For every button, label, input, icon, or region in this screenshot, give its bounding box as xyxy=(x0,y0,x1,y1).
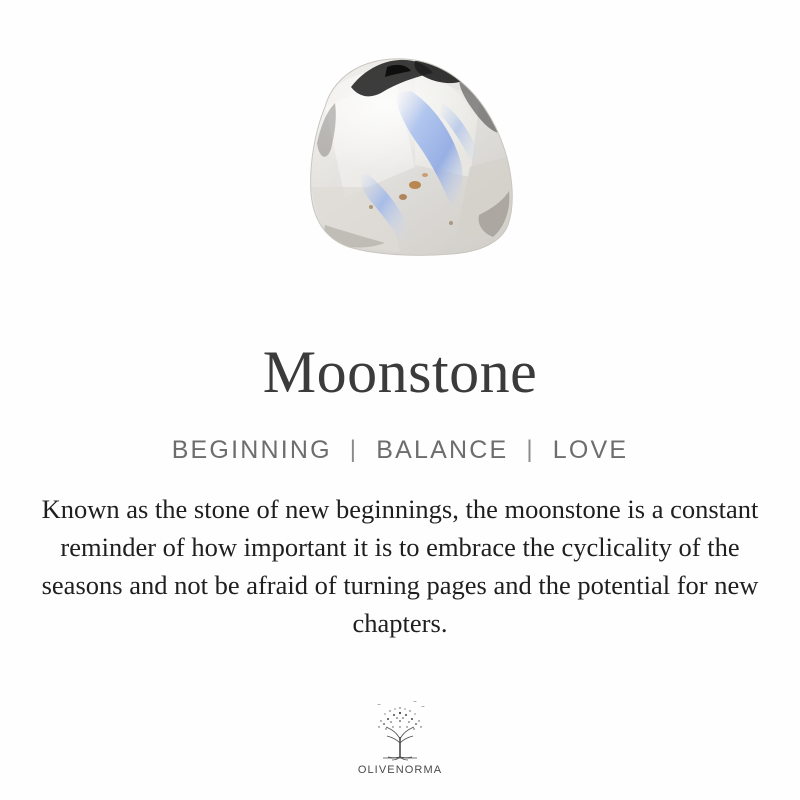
rust-speck-2 xyxy=(399,194,407,200)
keyword-beginning: BEGINNING xyxy=(171,436,332,464)
rust-speck-1 xyxy=(409,181,421,189)
page-title: Moonstone xyxy=(262,339,538,405)
rust-speck-3 xyxy=(422,173,428,177)
keyword-love: LOVE xyxy=(552,436,629,464)
moonstone-rough-specimen-icon xyxy=(265,47,535,272)
brand-logo xyxy=(0,697,800,776)
keyword-row xyxy=(170,436,631,465)
keyword-separator-1: | xyxy=(349,435,359,463)
keyword-balance: BALANCE xyxy=(376,436,509,464)
keyword-separator-2: | xyxy=(526,435,535,463)
description-text: Known as the stone of new beginnings, the moonstone is a constant reminder of how important it is to embrace the cyclicality of the seasons and not be afraid of turning pages and the potential for new chapters. xyxy=(41,494,759,638)
stone-image-area xyxy=(0,0,800,300)
tree-of-life-icon xyxy=(357,697,443,763)
stone-image xyxy=(265,47,535,272)
stone-body-group xyxy=(265,47,535,272)
brand-name: OLIVENORMA xyxy=(357,764,443,776)
